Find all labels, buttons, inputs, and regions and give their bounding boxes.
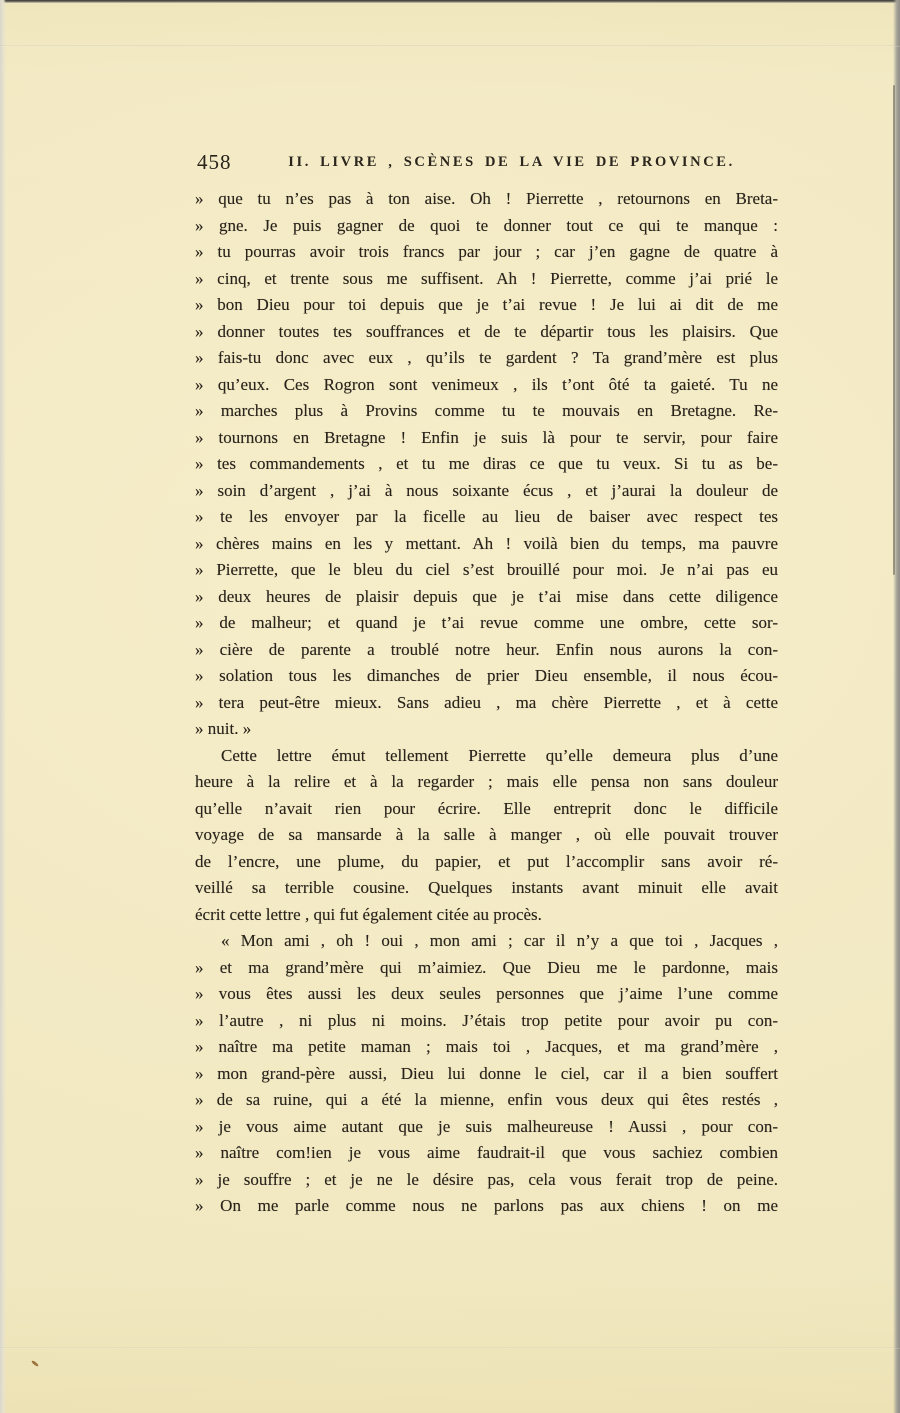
- text-line: veillé sa terrible cousine. Quelques instants avant minuit elle avait: [195, 878, 778, 897]
- text-line: » vous êtes aussi les deux seules personnes que j’aime l’une comme: [195, 984, 778, 1003]
- scan-edge-left: [0, 0, 6, 1413]
- text-line: » cière de parente a troublé notre heur. Enfin nous aurons la con-: [195, 639, 778, 659]
- text-line: écrit cette lettre , qui fut également citée au procès.: [195, 904, 542, 924]
- text-line: » je souffre ; et je ne le désire pas, cela vous ferait trop de peine.: [195, 1169, 778, 1189]
- text-line: » qu’eux. Ces Rogron sont venimeux , ils t’ont ôté ta gaieté. Tu ne: [195, 374, 778, 394]
- text-line: qu’elle n’avait rien pour écrire. Elle entreprit donc le difficile: [195, 798, 778, 818]
- text-line: Cette lettre émut tellement Pierrette qu’elle demeura plus d’une: [221, 745, 778, 765]
- text-line: » On me parle comme nous ne parlons pas aux chiens ! on me: [195, 1196, 778, 1215]
- text-line: » que tu n’es pas à ton aise. Oh ! Pierrette , retournons en Breta-: [195, 189, 778, 208]
- text-line: » naître ma petite maman ; mais toi , Jacques, et ma grand’mère ,: [195, 1037, 778, 1056]
- page-header: [195, 150, 778, 176]
- text-line: » l’autre , ni plus ni moins. J’étais trop petite pour avoir pu con-: [195, 1010, 778, 1030]
- text-line: de l’encre, une plume, du papier, et put l’accomplir sans avoir ré-: [195, 851, 778, 871]
- text-line: » solation tous les dimanches de prier Dieu ensemble, il nous écou-: [195, 666, 778, 685]
- text-line: » chères mains en les y mettant. Ah ! voilà bien du temps, ma pauvre: [195, 533, 778, 553]
- running-title: II. LIVRE , SCÈNES DE LA VIE DE PROVINCE.: [288, 154, 735, 170]
- scan-edge-top: [0, 0, 900, 3]
- text-line: » bon Dieu pour toi depuis que je t’ai revue ! Je lui ai dit de me: [195, 295, 778, 314]
- text-line: « Mon ami , oh ! oui , mon ami ; car il n’y a que toi , Jacques ,: [221, 931, 778, 950]
- paper-crease-bottom: [0, 1347, 900, 1349]
- text-line: » tera peut-être mieux. Sans adieu , ma chère Pierrette , et à cette: [195, 692, 778, 712]
- text-line: » cinq, et trente sous me suffisent. Ah ! Pierrette, comme j’ai prié le: [195, 268, 778, 288]
- text-line: » gne. Je puis gagner de quoi te donner tout ce qui te manque :: [195, 215, 778, 235]
- text-line: » de malheur; et quand je t’ai revue comme une ombre, cette sor-: [195, 613, 778, 632]
- paper-crease-top: [0, 45, 900, 47]
- text-line: » tournons en Bretagne ! Enfin je suis là pour te servir, pour faire: [195, 427, 778, 447]
- text-line: » nuit. »: [195, 719, 252, 738]
- text-line: » tes commandements , et tu me diras ce que tu veux. Si tu as be-: [195, 454, 778, 473]
- text-line: » deux heures de plaisir depuis que je t’ai mise dans cette diligence: [195, 586, 778, 606]
- text-line: » de sa ruine, qui a été la mienne, enfin vous deux qui êtes restés ,: [195, 1090, 778, 1109]
- text-line: » tu pourras avoir trois francs par jour ; car j’en gagne de quatre à: [195, 242, 778, 261]
- text-line: » et ma grand’mère qui m’aimiez. Que Dieu me le pardonne, mais: [195, 957, 778, 977]
- paper-speck: [31, 1360, 39, 1367]
- text-line: » te les envoyer par la ficelle au lieu de baiser avec respect tes: [195, 507, 778, 526]
- text-line: » Pierrette, que le bleu du ciel s’est brouillé pour moi. Je n’ai pas eu: [195, 560, 778, 579]
- text-body: [195, 186, 778, 1220]
- text-line: » fais-tu donc avec eux , qu’ils te gardent ? Ta grand’mère est plus: [195, 348, 778, 367]
- text-line: » soin d’argent , j’ai à nous soixante écus , et j’aurai la douleur de: [195, 480, 778, 500]
- page-edge-shadow: [893, 85, 895, 575]
- text-line: voyage de sa mansarde à la salle à manger , où elle pouvait trouver: [195, 825, 778, 844]
- page-number: 458: [197, 150, 232, 174]
- text-line: » donner toutes tes souffrances et de te départir tous les plaisirs. Que: [195, 321, 778, 341]
- text-line: » je vous aime autant que je suis malheureuse ! Aussi , pour con-: [195, 1116, 778, 1136]
- text-line: heure à la relire et à la regarder ; mais elle pensa non sans douleur: [195, 772, 778, 791]
- text-line: » mon grand-père aussi, Dieu lui donne le ciel, car il a bien souffert: [195, 1063, 778, 1083]
- text-line: » marches plus à Provins comme tu te mouvais en Bretagne. Re-: [195, 401, 778, 420]
- text-line: » naître com!ien je vous aime faudrait-il que vous sachiez combien: [195, 1143, 778, 1162]
